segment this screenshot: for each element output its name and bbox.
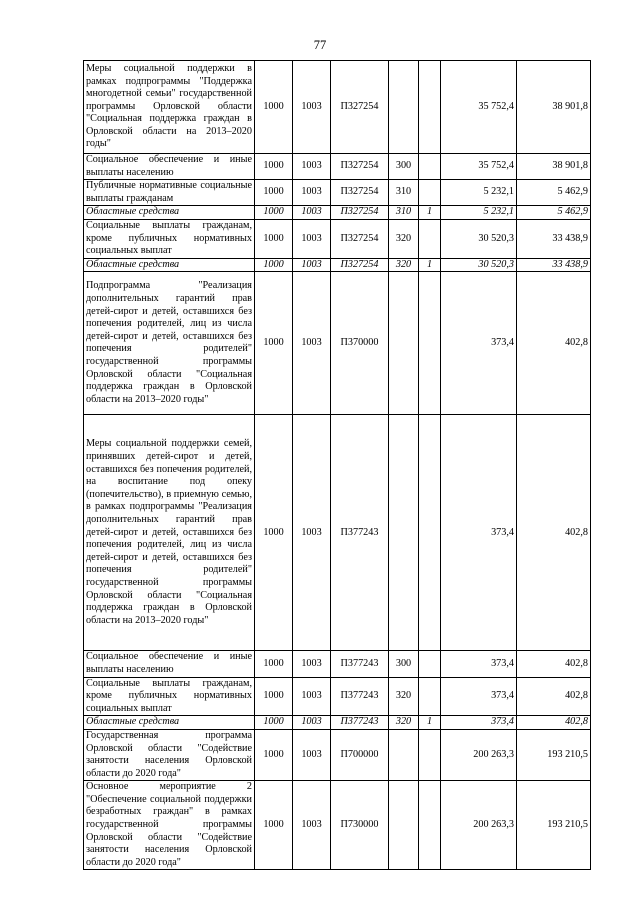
amount-year2-cell: 402,8 — [517, 651, 591, 677]
subsection-code-cell: 1003 — [293, 180, 331, 206]
row-name-cell: Меры социальной поддержки в рамках подпрограммы "Поддержка многодетной семьи" государственной программы Орловской области "Социальная поддержка граждан в Орловской области на 2013–2020 годы" — [84, 61, 255, 154]
amount-year2-cell: 402,8 — [517, 677, 591, 716]
expense-type-cell: 310 — [389, 206, 419, 220]
target-article-cell: П327254 — [331, 258, 389, 272]
funding-source-cell — [419, 154, 441, 180]
target-article-cell: П730000 — [331, 781, 389, 870]
section-code-cell: 1000 — [255, 154, 293, 180]
amount-year2-cell: 402,8 — [517, 415, 591, 651]
amount-year1-cell: 373,4 — [441, 677, 517, 716]
funding-source-cell: 1 — [419, 716, 441, 730]
subsection-code-cell: 1003 — [293, 154, 331, 180]
subsection-code-cell: 1003 — [293, 272, 331, 415]
target-article-cell: П327254 — [331, 180, 389, 206]
funding-source-cell — [419, 61, 441, 154]
funding-source-cell — [419, 651, 441, 677]
section-code-cell: 1000 — [255, 415, 293, 651]
amount-year1-cell: 200 263,3 — [441, 729, 517, 780]
page-number: 77 — [313, 38, 327, 52]
funding-source-cell — [419, 180, 441, 206]
amount-year1-cell: 373,4 — [441, 651, 517, 677]
target-article-cell: П377243 — [331, 651, 389, 677]
target-article-cell: П377243 — [331, 415, 389, 651]
section-code-cell: 1000 — [255, 180, 293, 206]
table-row — [84, 258, 591, 272]
amount-year1-cell: 35 752,4 — [441, 61, 517, 154]
expense-type-cell — [389, 272, 419, 415]
funding-source-cell — [419, 729, 441, 780]
section-code-cell: 1000 — [255, 651, 293, 677]
expense-type-cell — [389, 61, 419, 154]
funding-source-cell — [419, 219, 441, 258]
amount-year2-cell: 33 438,9 — [517, 258, 591, 272]
funding-source-cell: 1 — [419, 206, 441, 220]
expense-type-cell — [389, 415, 419, 651]
row-name-cell: Социальные выплаты гражданам, кроме публичных нормативных социальных выплат — [84, 219, 255, 258]
section-code-cell: 1000 — [255, 219, 293, 258]
subsection-code-cell: 1003 — [293, 651, 331, 677]
section-code-cell: 1000 — [255, 61, 293, 154]
subsection-code-cell: 1003 — [293, 716, 331, 730]
table-row — [84, 781, 591, 870]
amount-year1-cell: 30 520,3 — [441, 219, 517, 258]
table-row — [84, 677, 591, 716]
amount-year1-cell: 373,4 — [441, 272, 517, 415]
expense-type-cell: 320 — [389, 677, 419, 716]
row-name-cell: Областные средства — [84, 258, 255, 272]
amount-year1-cell: 5 232,1 — [441, 206, 517, 220]
funding-source-cell — [419, 415, 441, 651]
table-row — [84, 651, 591, 677]
amount-year1-cell: 373,4 — [441, 415, 517, 651]
subsection-code-cell: 1003 — [293, 415, 331, 651]
table-row — [84, 180, 591, 206]
target-article-cell: П327254 — [331, 206, 389, 220]
target-article-cell: П700000 — [331, 729, 389, 780]
expense-type-cell: 300 — [389, 154, 419, 180]
funding-source-cell — [419, 272, 441, 415]
funding-source-cell: 1 — [419, 258, 441, 272]
row-name-cell: Меры социальной поддержки семей, принявших детей-сирот и детей, оставшихся без попечения родителей, на воспитание под опеку (попечительство), в приемную семью, в рамках подпрограммы "Реализация дополнительных гарантий прав детей-сирот и детей, оставшихся без попечения родителей, лиц из числа детей-сирот и детей, оставшихся без попечения родителей" государственной программы Орловской области "Социальная поддержка граждан в Орловской области на 2013–2020 годы" — [84, 415, 255, 651]
amount-year1-cell: 5 232,1 — [441, 180, 517, 206]
target-article-cell: П370000 — [331, 272, 389, 415]
amount-year1-cell: 35 752,4 — [441, 154, 517, 180]
amount-year1-cell: 30 520,3 — [441, 258, 517, 272]
table-row — [84, 61, 591, 154]
section-code-cell: 1000 — [255, 206, 293, 220]
section-code-cell: 1000 — [255, 677, 293, 716]
amount-year2-cell: 5 462,9 — [517, 206, 591, 220]
subsection-code-cell: 1003 — [293, 61, 331, 154]
amount-year2-cell: 33 438,9 — [517, 219, 591, 258]
subsection-code-cell: 1003 — [293, 729, 331, 780]
row-name-cell: Областные средства — [84, 206, 255, 220]
subsection-code-cell: 1003 — [293, 219, 331, 258]
amount-year1-cell: 373,4 — [441, 716, 517, 730]
subsection-code-cell: 1003 — [293, 781, 331, 870]
budget-table — [83, 60, 591, 870]
amount-year2-cell: 5 462,9 — [517, 180, 591, 206]
amount-year2-cell: 38 901,8 — [517, 154, 591, 180]
target-article-cell: П377243 — [331, 677, 389, 716]
row-name-cell: Государственная программа Орловской области "Содействие занятости населения Орловской области до 2020 года" — [84, 729, 255, 780]
section-code-cell: 1000 — [255, 729, 293, 780]
row-name-cell: Областные средства — [84, 716, 255, 730]
row-name-cell: Публичные нормативные социальные выплаты гражданам — [84, 180, 255, 206]
table-row — [84, 206, 591, 220]
amount-year2-cell: 193 210,5 — [517, 729, 591, 780]
subsection-code-cell: 1003 — [293, 206, 331, 220]
target-article-cell: П327254 — [331, 61, 389, 154]
subsection-code-cell: 1003 — [293, 258, 331, 272]
expense-type-cell — [389, 781, 419, 870]
row-name-cell: Основное мероприятие 2 "Обеспечение социальной поддержки безработных граждан" в рамках государственной программы Орловской области "Содействие занятости населения Орловской области до 2020 года" — [84, 781, 255, 870]
amount-year2-cell: 193 210,5 — [517, 781, 591, 870]
table-row — [84, 415, 591, 651]
expense-type-cell: 310 — [389, 180, 419, 206]
amount-year1-cell: 200 263,3 — [441, 781, 517, 870]
row-name-cell: Социальные выплаты гражданам, кроме публичных нормативных социальных выплат — [84, 677, 255, 716]
table-row — [84, 154, 591, 180]
target-article-cell: П377243 — [331, 716, 389, 730]
subsection-code-cell: 1003 — [293, 677, 331, 716]
target-article-cell: П327254 — [331, 154, 389, 180]
table-row — [84, 219, 591, 258]
expense-type-cell: 320 — [389, 258, 419, 272]
section-code-cell: 1000 — [255, 272, 293, 415]
row-name-cell: Социальное обеспечение и иные выплаты населению — [84, 651, 255, 677]
row-name-cell: Подпрограмма "Реализация дополнительных гарантий прав детей-сирот и детей, оставшихся без попечения родителей, лиц из числа детей-сирот и детей, оставшихся без попечения родителей" государственной программы Орловской области "Социальная поддержка граждан в Орловской области на 2013–2020 годы" — [84, 272, 255, 415]
target-article-cell: П327254 — [331, 219, 389, 258]
table-row — [84, 716, 591, 730]
expense-type-cell: 320 — [389, 219, 419, 258]
expense-type-cell — [389, 729, 419, 780]
table-row — [84, 272, 591, 415]
funding-source-cell — [419, 677, 441, 716]
amount-year2-cell: 38 901,8 — [517, 61, 591, 154]
amount-year2-cell: 402,8 — [517, 716, 591, 730]
funding-source-cell — [419, 781, 441, 870]
expense-type-cell: 300 — [389, 651, 419, 677]
table-row — [84, 729, 591, 780]
expense-type-cell: 320 — [389, 716, 419, 730]
section-code-cell: 1000 — [255, 781, 293, 870]
section-code-cell: 1000 — [255, 716, 293, 730]
amount-year2-cell: 402,8 — [517, 272, 591, 415]
row-name-cell: Социальное обеспечение и иные выплаты населению — [84, 154, 255, 180]
section-code-cell: 1000 — [255, 258, 293, 272]
